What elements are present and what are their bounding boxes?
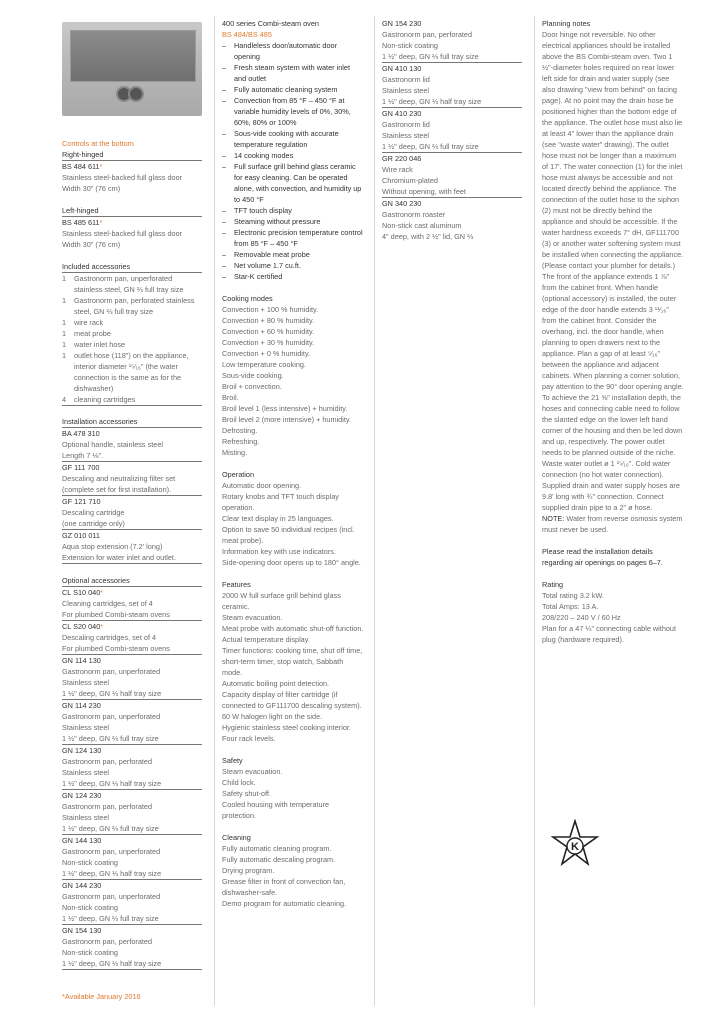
osmosis-note: [542, 513, 684, 535]
right-hinged-width: Width 30" (76 cm): [62, 184, 121, 193]
feature-text: Handleless door/automatic door opening: [234, 41, 338, 61]
accessory-desc-line: Gastronorm roaster: [382, 210, 446, 219]
accessory-desc-line: Gastronorm lid: [382, 75, 430, 84]
accessories-continued-list: [382, 18, 522, 242]
bullet-dash: –: [222, 63, 227, 72]
note-text: Water from reverse osmosis system must never be used.: [542, 514, 683, 534]
spec-section: [222, 579, 364, 744]
accessory-desc-line: Stainless steel: [62, 813, 110, 822]
feature-text: Fully automatic cleaning system: [234, 85, 338, 94]
spec-line: Side-opening door opens up to 180° angle.: [222, 558, 361, 567]
installation-accessories-list: [62, 428, 202, 564]
item-quantity: 4: [62, 395, 67, 404]
accessory-code: GN 154 230: [382, 19, 422, 28]
accessory-desc-line: Non-stick coating: [62, 858, 118, 867]
feature-bullet: [222, 62, 364, 84]
bullet-dash: –: [222, 96, 227, 105]
rating-line: Plan for a 47 ¼" connecting cable without plug (hardware required).: [542, 624, 677, 644]
accessory-code: GN 340 230: [382, 199, 422, 208]
item-text: Gastronorm pan, unperforated stainless steel, GN ⅔ full tray size: [74, 274, 184, 294]
accessory-desc-line: Descaling cartridge: [62, 508, 125, 517]
item-text: outlet hose (118") on the appliance, interior diameter ¹⁵⁄₁₆" (the water connection is the same as for the dishwasher): [74, 351, 189, 393]
feature-text: Net volume 1.7 cu.ft.: [234, 261, 301, 270]
accessory-desc-line: Gastronorm pan, unperforated: [62, 667, 161, 676]
installation-reference: Please read the installation details regarding air openings on pages 6–7.: [542, 547, 663, 567]
accessory-desc-line: 1 ½" deep, GN ⅔ full tray size: [382, 141, 522, 153]
accessory-desc-line: Non-stick coating: [62, 903, 118, 912]
accessory-desc-line: 1 ½" deep, GN ⅔ full tray size: [382, 51, 522, 63]
accessory-code: GN 114 230: [62, 701, 101, 710]
feature-bullet: [222, 205, 364, 216]
accessory-desc-line: Descaling and neutralizing filter set (complete set for first installation).: [62, 473, 202, 496]
spec-line: Refreshing.: [222, 437, 260, 446]
accessory-desc-line: Gastronorm pan, perforated: [62, 937, 153, 946]
spec-line: Sous-vide cooking.: [222, 371, 284, 380]
availability-asterisk: *: [99, 218, 103, 227]
feature-text: Full surface grill behind glass ceramic for easy cleaning. Can be operated alone, with convection, and humidity up to 450 °F: [234, 162, 362, 204]
accessory-desc-line: Gastronorm pan, unperforated: [62, 892, 161, 901]
accessory-code-row: [62, 655, 202, 666]
column-specifications: [222, 0, 364, 909]
left-hinged-model: [62, 217, 202, 228]
spec-line: Fully automatic cleaning program.: [222, 844, 332, 853]
spec-line: Broil level 1 (less intensive) + humidity.: [222, 404, 348, 413]
feature-bullet: [222, 84, 364, 95]
spec-line: Steam evacuation.: [222, 767, 283, 776]
oven-product-image: [62, 22, 202, 116]
accessory-desc-line: 1 ½" deep, GN ⅓ half tray size: [62, 958, 202, 970]
accessory-code: GR 220 046: [382, 154, 422, 163]
spec-line: Convection + 100 % humidity.: [222, 305, 319, 314]
accessory-desc-line: 1 ½" deep, GN ⅔ full tray size: [62, 913, 202, 925]
accessory-desc-line: Descaling cartridges, set of 4: [62, 633, 157, 642]
feature-text: Electronic precision temperature control from 85 °F – 450 °F: [234, 228, 363, 248]
accessory-desc-line: Gastronorm pan, perforated: [62, 757, 153, 766]
accessory-desc-line: Non-stick coating: [62, 948, 118, 957]
spec-line: Grease filter in front of convection fan, dishwasher-safe.: [222, 877, 346, 897]
feature-bullet: [222, 216, 364, 227]
item-text: meat probe: [74, 329, 111, 338]
accessory-code-row: [62, 925, 202, 936]
spec-line: Capacity display of filter cartridge (if connected to GF111700 descaling system).: [222, 690, 362, 710]
included-accessory-item: [62, 295, 202, 317]
accessory-desc-line: 1 ½" deep, GN ⅓ half tray size: [62, 868, 202, 880]
accessory-desc-line: Gastronorm pan, unperforated: [62, 847, 161, 856]
accessory-desc-line: Cleaning cartridges, set of 4: [62, 599, 153, 608]
accessory-desc-line: Extension for water inlet and outlet.: [62, 552, 202, 564]
spec-line: Broil level 2 (more intensive) + humidity.: [222, 415, 352, 424]
accessory-code: GF 111 700: [62, 463, 100, 472]
left-hinged-desc: Stainless steel-backed full glass door: [62, 229, 183, 238]
column-accessories-continued: [382, 0, 522, 242]
spec-line: Cooled housing with temperature protection.: [222, 800, 330, 820]
included-accessory-item: [62, 394, 202, 406]
spec-line: Hygienic stainless steel cooking interior.: [222, 723, 351, 732]
accessory-code: GN 154 130: [62, 926, 102, 935]
item-quantity: 1: [62, 329, 67, 338]
accessory-code: CL S10 040: [62, 588, 101, 597]
bullet-dash: –: [222, 162, 227, 171]
availability-asterisk: *: [100, 588, 104, 597]
accessory-desc-line: For plumbed Combi-steam ovens: [62, 609, 202, 621]
spec-section-title: Operation: [222, 470, 255, 479]
feature-text: Steaming without pressure: [234, 217, 321, 226]
spec-line: 2000 W full surface grill behind glass ceramic.: [222, 591, 341, 611]
rating-line: Total rating 3.2 kW.: [542, 591, 605, 600]
item-text: cleaning cartridges: [74, 395, 136, 404]
item-quantity: 1: [62, 318, 67, 327]
feature-text: Removable meat probe: [234, 250, 310, 259]
planning-notes-text: Door hinge not reversible. No other electrical appliances should be installed above the BS Combi-steam oven. Two 1 ½"-diameter holes required on rear lower left side for drain and water supply (see also drawing "view from behind" on facing page). At no point may the drain hose be positioned higher than the bottom edge of the appliance. The outlet hose must also lie at least 4" lower than the appliance drain (see "waste water" drawing). The outlet hose must not be longer than a maximum of 17'. The water connection (1) for the inlet hose must always be accessible and not located directly behind the appliance. The connection of the outlet hose to the siphon (2) must not be directly behind the appliance and should be accessible. If the water hardness exceeds 7° dH, GF111700 (3) or another water softening system must be installed when connecting the appliance. (Please contact your plumber for details.) The front of the appliance extends 1 ⅞" from the cabinet front. When handle (optional accessory) is installed, the outer edge of the door handle extends 3 ¹¹⁄₁₆" from the cabinet front. Consider the overhang, incl. the door handle, when planning to open drawers next to the appliance. Plan a gap of at least ⁵⁄₁₆" between the appliance and adjacent cabinets. When planning a corner solution, pay attention to the 90° door opening angle. To achieve the 21 ⅝" installation depth, the hoses and connecting cable need to follow the slanted edge on the lower left hand corner of the housing and then be led down and up, respectively. The power outlet needs to be planned outside of the niche. Waste water outlet ø 1 ¹⁵⁄₁₆". Cold water connection (no hot water connection). Supplied drain and water supply hoses are 9.8' long with ¾" connection. Connect supplied drain pipe to a 2" ø hose.: [542, 30, 684, 512]
star-k-kosher-logo: [550, 819, 600, 869]
spec-line: Meat probe with automatic shut-off function.: [222, 624, 364, 633]
spec-line: Automatic boiling point detection.: [222, 679, 330, 688]
bullet-dash: –: [222, 228, 227, 237]
spec-section-title: Cooking modes: [222, 294, 273, 303]
accessory-desc-line: Gastronorm lid: [382, 120, 430, 129]
bullet-dash: –: [222, 272, 227, 281]
accessory-desc-line: Stainless steel: [62, 678, 110, 687]
accessory-desc-line: Without opening, with feet: [382, 186, 522, 198]
bullet-dash: –: [222, 261, 227, 270]
feature-bullet: [222, 161, 364, 205]
spec-section-title: Cleaning: [222, 833, 251, 842]
accessory-desc-line: Gastronorm pan, perforated: [62, 802, 153, 811]
bullet-dash: –: [222, 85, 227, 94]
feature-bullets: [222, 40, 364, 282]
spec-line: 60 W halogen light on the side.: [222, 712, 323, 721]
accessory-desc-line: 4" deep, with 2 ½" lid, GN ⅔: [382, 232, 474, 241]
right-hinged-desc: Stainless steel-backed full glass door: [62, 173, 183, 182]
item-quantity: 1: [62, 296, 67, 305]
accessory-code: GN 114 130: [62, 656, 101, 665]
accessory-desc-line: 1 ½" deep, GN ⅔ full tray size: [62, 823, 202, 835]
bullet-dash: –: [222, 217, 227, 226]
spec-line: Child lock.: [222, 778, 256, 787]
feature-bullet: [222, 260, 364, 271]
rating-line: Total Amps: 13 A.: [542, 602, 599, 611]
accessory-desc-line: Stainless steel: [382, 131, 430, 140]
included-accessory-item: [62, 339, 202, 350]
spec-section-title: Safety: [222, 756, 243, 765]
controls-heading: Controls at the bottom: [62, 139, 134, 148]
spec-line: Option to save 50 individual recipes (incl. meat probe).: [222, 525, 355, 545]
accessory-code: GZ 010 011: [62, 531, 100, 540]
series-models: BS 484/BS 485: [222, 30, 272, 39]
column-planning: [542, 0, 684, 645]
item-quantity: 1: [62, 274, 67, 283]
spec-line: Automatic door opening.: [222, 481, 302, 490]
installation-accessories-heading: Installation accessories: [62, 416, 202, 428]
spec-line: Convection + 60 % humidity.: [222, 327, 315, 336]
model-number: BS 485 611: [62, 218, 100, 227]
feature-bullet: [222, 95, 364, 128]
accessory-desc-line: Gastronorm pan, perforated: [382, 30, 473, 39]
accessory-desc-line: Non-stick coating: [382, 41, 438, 50]
rating-lines: [542, 590, 684, 645]
feature-text: TFT touch display: [234, 206, 292, 215]
item-text: wire rack: [74, 318, 104, 327]
feature-text: Fresh steam system with water inlet and outlet: [234, 63, 350, 83]
model-number: BS 484 611: [62, 162, 100, 171]
planning-notes-title: Planning notes: [542, 19, 591, 28]
spec-line: Broil + convection.: [222, 382, 282, 391]
column-divider: [534, 16, 535, 1006]
accessory-code-row: [62, 880, 202, 891]
accessory-code: GN 124 130: [62, 746, 102, 755]
spec-line: Low temperature cooking.: [222, 360, 306, 369]
accessory-code: GN 144 230: [62, 881, 102, 890]
feature-bullet: [222, 128, 364, 150]
spec-line: Actual temperature display.: [222, 635, 310, 644]
accessory-code: GF 121 710: [62, 497, 101, 506]
included-accessories-list: [62, 273, 202, 406]
spec-line: Steam evacuation.: [222, 613, 283, 622]
rating-line: 208/220 – 240 V / 60 Hz: [542, 613, 621, 622]
spec-line: Convection + 30 % humidity.: [222, 338, 315, 347]
spec-line: Convection + 0 % humidity.: [222, 349, 311, 358]
feature-bullet: [222, 227, 364, 249]
accessory-desc-line: 1 ½" deep, GN ⅔ full tray size: [62, 733, 202, 745]
accessory-desc-line: Stainless steel: [382, 86, 430, 95]
spec-section: [222, 469, 364, 568]
accessory-code: GN 144 130: [62, 836, 102, 845]
accessory-desc-line: For plumbed Combi-steam ovens: [62, 643, 202, 655]
accessory-code-row: [62, 745, 202, 756]
feature-text: Convection from 85 °F – 450 °F at variable humidity levels of 0%, 30%, 60%, 80% or 100%: [234, 96, 351, 127]
spec-line: Broil.: [222, 393, 239, 402]
spec-section: [222, 293, 364, 458]
accessory-code-row: [62, 790, 202, 801]
spec-section-title: Features: [222, 580, 251, 589]
included-accessory-item: [62, 328, 202, 339]
feature-text: Sous-vide cooking with accurate temperature regulation: [234, 129, 339, 149]
spec-line: Defrosting.: [222, 426, 258, 435]
accessory-desc-line: Optional handle, stainless steel: [62, 440, 164, 449]
accessory-desc-line: Stainless steel: [62, 768, 110, 777]
column-divider: [374, 16, 375, 1006]
item-quantity: 1: [62, 340, 67, 349]
accessory-desc-line: 1 ½" deep, GN ⅓ half tray size: [62, 688, 202, 700]
feature-bullet: [222, 40, 364, 62]
spec-line: Demo program for automatic cleaning.: [222, 899, 347, 908]
spec-section: [222, 832, 364, 909]
accessory-desc-line: Length 7 ⅛".: [62, 450, 202, 462]
spec-line: Timer functions: cooking time, shut off time, short-term timer, stop watch, Sabbath mode.: [222, 646, 363, 677]
accessory-desc-line: (one cartridge only): [62, 518, 202, 530]
right-hinged-model: [62, 161, 202, 172]
included-accessories-heading: Included accessories: [62, 261, 202, 273]
availability-asterisk: *: [99, 162, 103, 171]
included-accessory-item: [62, 317, 202, 328]
accessory-code-row: [62, 835, 202, 846]
bullet-dash: –: [222, 129, 227, 138]
accessory-code: GN 410 230: [382, 109, 422, 118]
bullet-dash: –: [222, 41, 227, 50]
accessory-code: GN 124 230: [62, 791, 102, 800]
included-accessory-item: [62, 273, 202, 295]
spec-section: [222, 755, 364, 821]
feature-text: 14 cooking modes: [234, 151, 294, 160]
accessory-desc-line: 1 ½" deep, GN ⅓ half tray size: [62, 778, 202, 790]
accessory-desc-line: 1 ½" deep, GN ⅓ half tray size: [382, 96, 522, 108]
bullet-dash: –: [222, 250, 227, 259]
column-models: [62, 0, 202, 1002]
bullet-dash: –: [222, 151, 227, 160]
right-hinged-label: Right-hinged: [62, 149, 202, 161]
availability-footnote: *Available January 2016: [62, 992, 141, 1001]
accessory-desc-line: Wire rack: [382, 165, 413, 174]
star-k-letter: K: [571, 841, 579, 853]
rating-title: Rating: [542, 580, 564, 589]
spec-line: Drying program.: [222, 866, 275, 875]
accessory-code: GN 410 130: [382, 64, 422, 73]
feature-bullet: [222, 249, 364, 260]
optional-accessories-heading: Optional accessories: [62, 575, 202, 587]
spec-line: Four rack levels.: [222, 734, 276, 743]
accessory-code: BA 478 310: [62, 429, 100, 438]
accessory-desc-line: Non-stick cast aluminum: [382, 221, 462, 230]
accessory-code-row: [62, 587, 202, 598]
feature-bullet: [222, 271, 364, 282]
spec-sections: [222, 293, 364, 909]
spec-line: Clear text display in 25 languages.: [222, 514, 334, 523]
note-label: NOTE:: [542, 514, 565, 523]
spec-line: Misting.: [222, 448, 248, 457]
left-hinged-width: Width 30" (76 cm): [62, 240, 121, 249]
accessory-code-row: [62, 700, 202, 711]
optional-accessories-list: [62, 587, 202, 970]
column-divider: [214, 16, 215, 1006]
spec-line: Safety shut-off.: [222, 789, 271, 798]
accessory-desc-line: Gastronorm pan, unperforated: [62, 712, 161, 721]
accessory-code: CL S20 040: [62, 622, 101, 631]
spec-line: Convection + 80 % humidity.: [222, 316, 315, 325]
spec-line: Rotary knobs and TFT touch display operation.: [222, 492, 339, 512]
bullet-dash: –: [222, 206, 227, 215]
included-accessory-item: [62, 350, 202, 394]
series-title: 400 series Combi-steam oven: [222, 19, 319, 28]
spec-line: Information key with use indicators.: [222, 547, 336, 556]
left-hinged-label: Left-hinged: [62, 205, 202, 217]
accessory-desc-line: Chromium-plated: [382, 176, 438, 185]
accessory-desc-line: Aqua stop extension (7.2' long): [62, 542, 163, 551]
accessory-desc-line: Stainless steel: [62, 723, 110, 732]
accessory-code-row: [62, 621, 202, 632]
spec-line: Fully automatic descaling program.: [222, 855, 336, 864]
item-quantity: 1: [62, 351, 67, 360]
oven-door-window: [70, 30, 196, 82]
feature-text: Star-K certified: [234, 272, 283, 281]
oven-knob-right: [128, 86, 144, 102]
availability-asterisk: *: [100, 622, 104, 631]
item-text: water inlet hose: [74, 340, 126, 349]
item-text: Gastronorm pan, perforated stainless steel, GN ⅔ full tray size: [74, 296, 195, 316]
feature-bullet: [222, 150, 364, 161]
